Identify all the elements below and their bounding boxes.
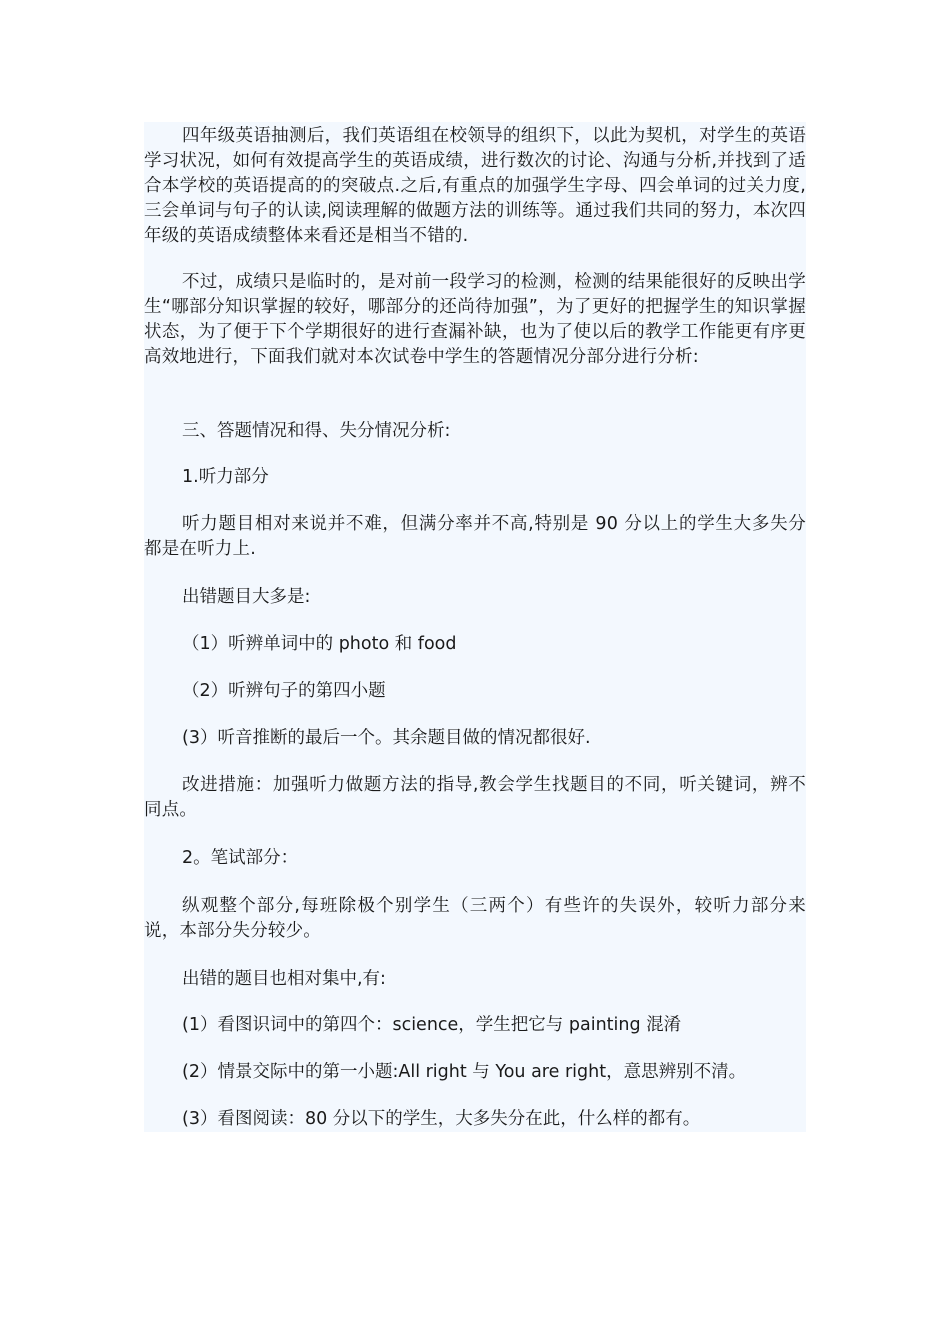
document-body [144,122,806,1132]
list-item-written-2: (2）情景交际中的第一小题:All right 与 You are right，意思辨别不清。 [182,1062,747,1082]
paragraph-listening-summary: 听力题目相对来说并不难，但满分率并不高,特别是 90 分以上的学生大多失分都是在听力上. [144,514,806,559]
subsection-heading-written: 2。笔试部分： [182,848,299,868]
list-item-listening-3: (3）听音推断的最后一个。其余题目做的情况都很好. [182,728,591,748]
list-item-written-1: (1）看图识词中的第四个：science，学生把它与 painting 混淆 [182,1015,682,1035]
subsection-heading-listening: 1.听力部分 [182,467,269,487]
list-item-written-3: (3）看图阅读：80 分以下的学生，大多失分在此，什么样的都有。 [182,1109,701,1129]
paragraph-transition: 不过，成绩只是临时的，是对前一段学习的检测，检测的结果能很好的反映出学生“哪部分知识掌握的较好，哪部分的还尚待加强”，为了更好的把握学生的知识掌握状态，为了便于下个学期很好的进行查漏补缺，也为了使以后的教学工作能更有序更高效地进行，下面我们就对本次试卷中学生的答题情况分部分进行分析: [144,272,806,367]
list-item-listening-1: （1）听辨单词中的 photo 和 food [182,634,457,654]
paragraph-improvement: 改进措施：加强听力做题方法的指导,教会学生找题目的不同，听关键词，辨不同点。 [144,775,806,820]
paragraph-intro: 四年级英语抽测后，我们英语组在校领导的组织下，以此为契机，对学生的英语学习状况，如何有效提高学生的英语成绩，进行数次的讨论、沟通与分析,并找到了适合本学校的英语提高的的突破点.之后,有重点的加强学生字母、四会单词的过关力度,三会单词与句子的认读,阅读理解的做题方法的训练等。通过我们共同的努力，本次四年级的英语成绩整体来看还是相当不错的. [144,126,806,246]
paragraph-errors-intro: 出错题目大多是: [182,587,311,607]
section-heading-analysis: 三、答题情况和得、失分情况分析: [182,421,451,441]
paragraph-written-errors-intro: 出错的题目也相对集中,有: [182,969,386,989]
paragraph-written-summary: 纵观整个部分,每班除极个别学生（三两个）有些许的失误外，较听力部分来说，本部分失分较少。 [144,896,806,941]
list-item-listening-2: （2）听辨句子的第四小题 [182,681,386,701]
